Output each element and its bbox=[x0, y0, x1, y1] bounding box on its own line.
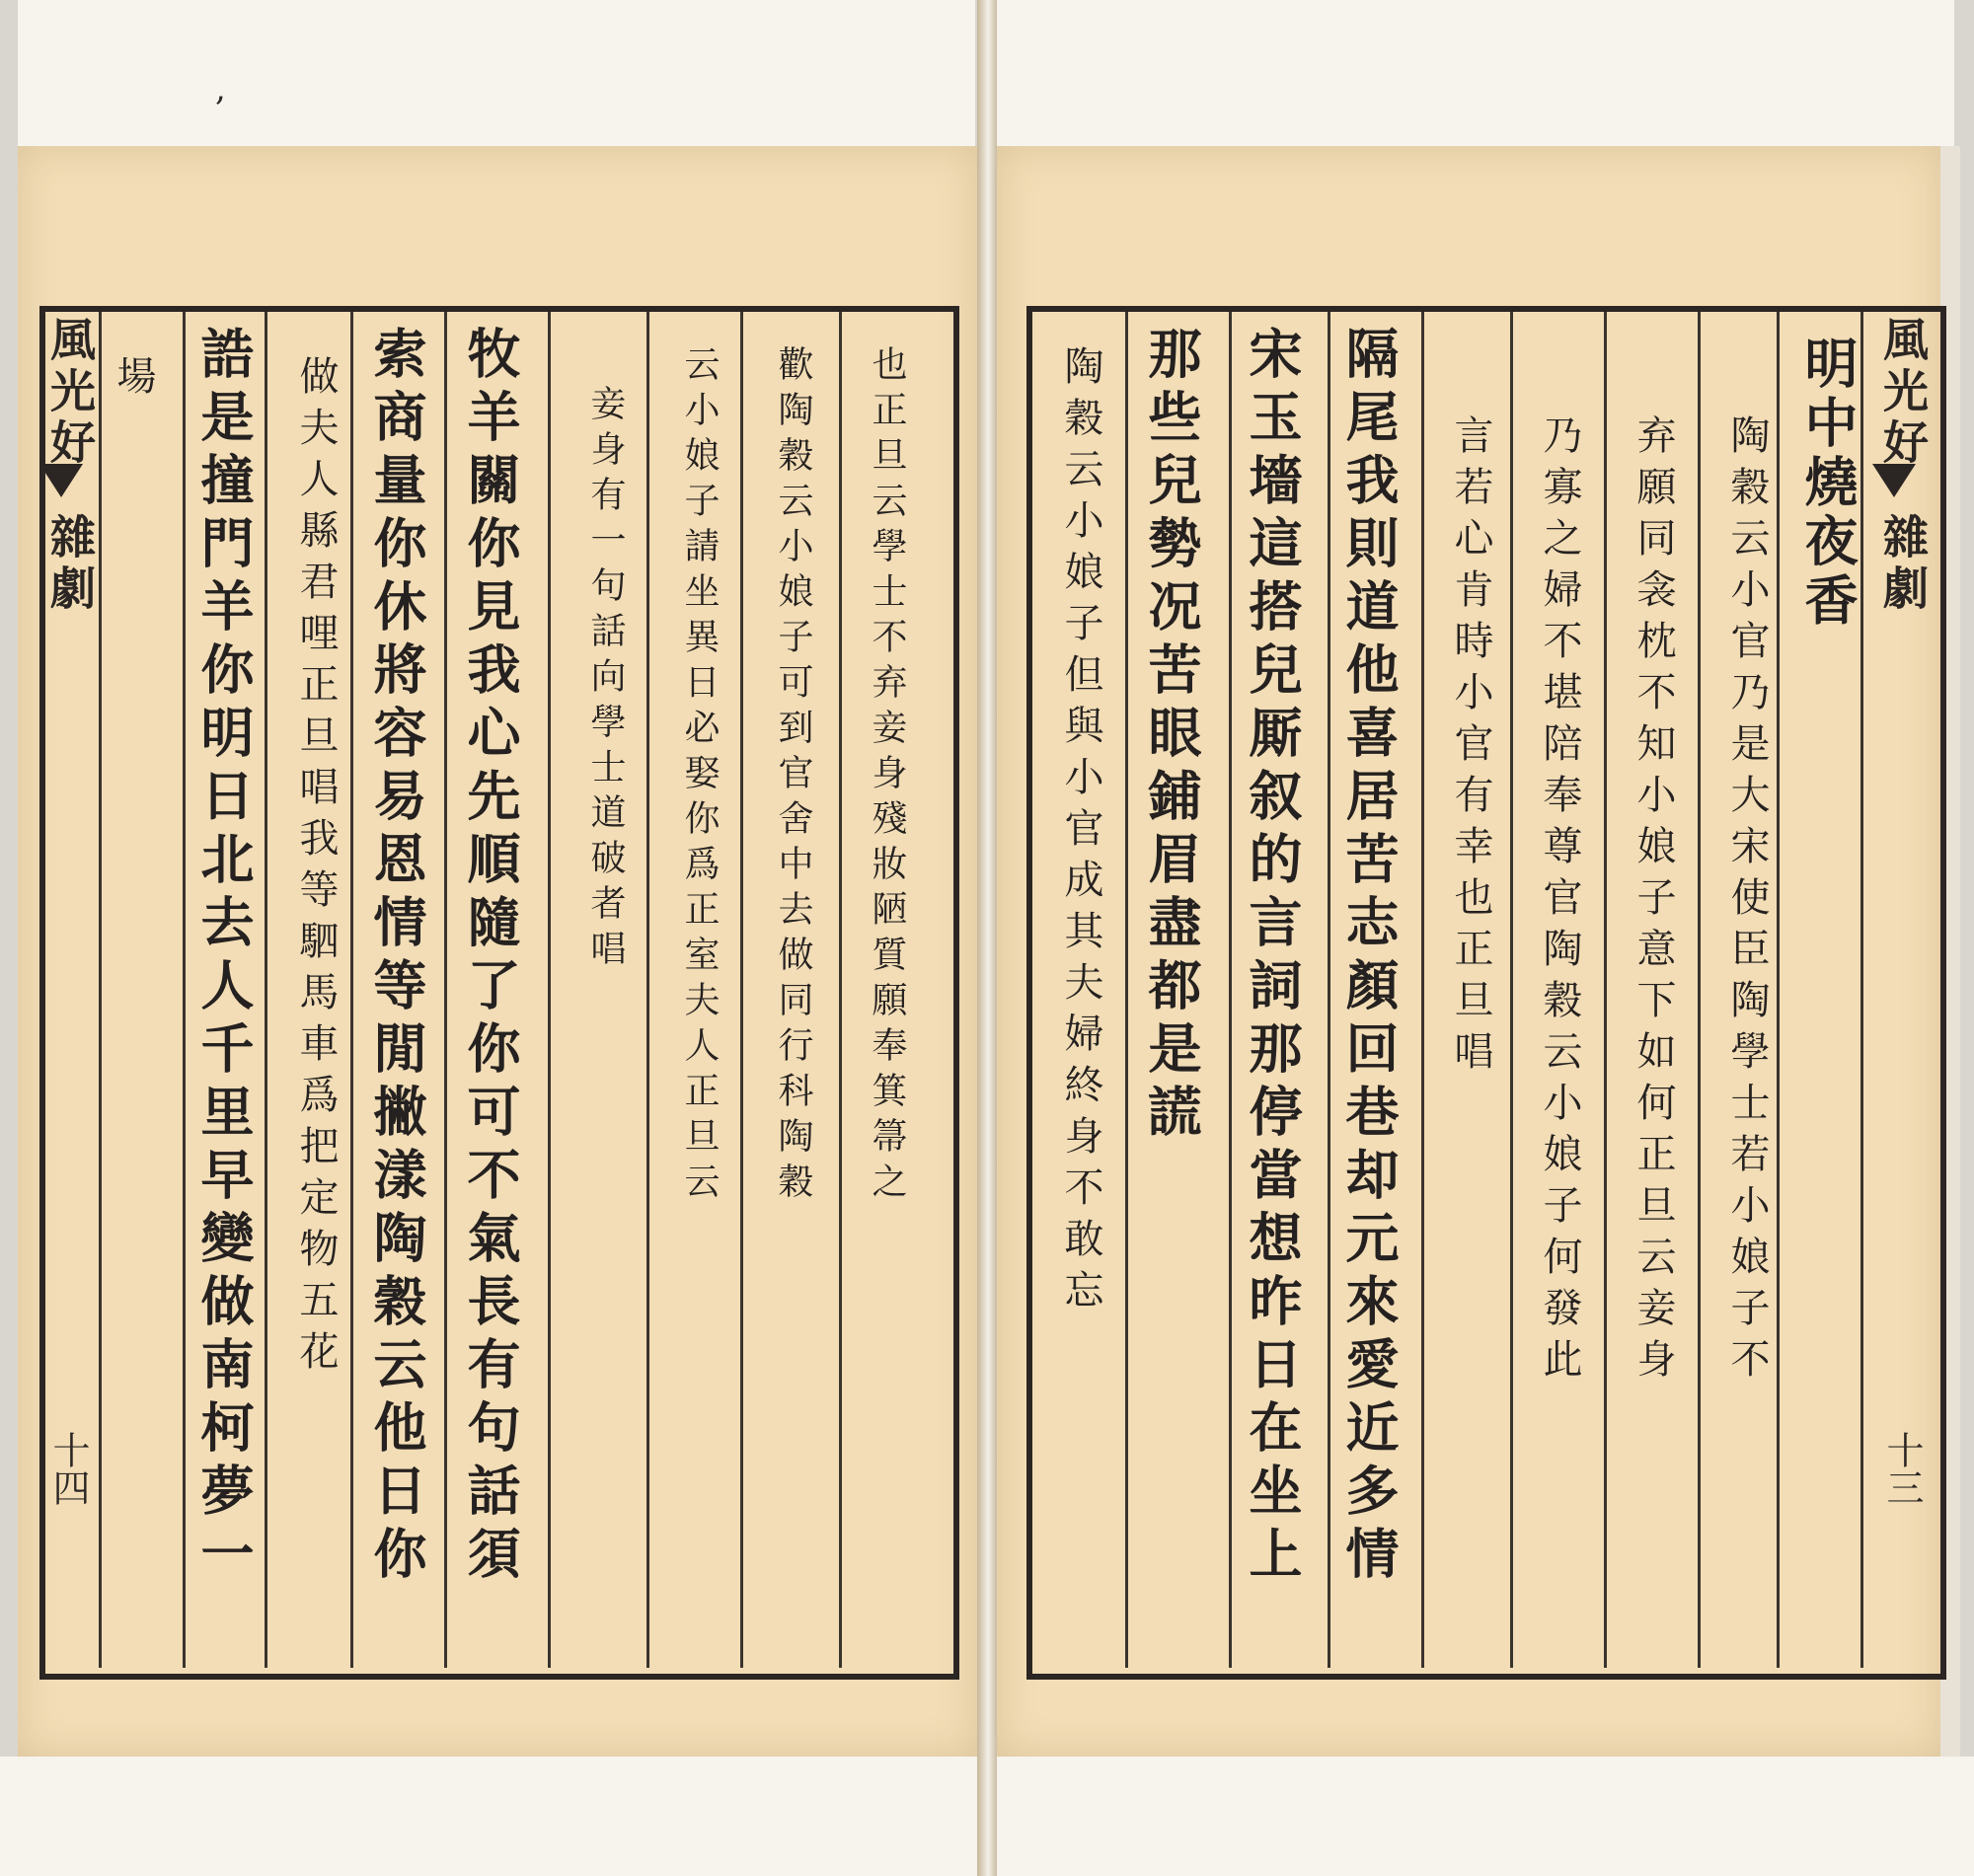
text-column-r7: 宋玉墻這搭兒厮叙的言詞那停當想昨日在坐上 bbox=[1241, 326, 1304, 1589]
col-rule bbox=[1328, 312, 1330, 1668]
right-fishtail bbox=[1872, 464, 1916, 497]
col-rule bbox=[646, 312, 649, 1668]
right-margin-category: 雜劇 bbox=[1876, 513, 1930, 616]
col-rule bbox=[1229, 312, 1232, 1668]
left-margin-title: 風光好 bbox=[43, 316, 97, 470]
col-rule bbox=[1604, 312, 1607, 1668]
left-folio: 十四 bbox=[46, 1431, 90, 1506]
text-column-r4: 乃寡之婦不堪陪奉尊官陶穀云小娘子何發此 bbox=[1537, 414, 1582, 1389]
text-column-r6: 隔尾我則道他喜居苦志顏回巷却元來愛近多情 bbox=[1337, 326, 1401, 1589]
text-column-2: 歡陶穀云小娘子可到官舍中去做同行科陶穀 bbox=[773, 345, 813, 1208]
text-column-r1: 明中燒夜香 bbox=[1796, 336, 1860, 632]
left-fishtail bbox=[39, 464, 83, 497]
col-rule bbox=[350, 312, 353, 1668]
text-column-r8: 那些兒勢况苦眼鋪眉盡都是謊 bbox=[1140, 326, 1203, 1147]
col-rule bbox=[548, 312, 551, 1668]
text-column-3: 云小娘子請坐異日必娶你爲正室夫人正旦云 bbox=[679, 345, 720, 1208]
text-column-5: 牧羊關你見我心先順隨了你可不氣長有句話須 bbox=[459, 326, 522, 1589]
text-column-r2: 陶穀云小官乃是大宋使臣陶學士若小娘子不 bbox=[1724, 414, 1770, 1389]
top-paper-strip-right bbox=[997, 0, 1954, 146]
top-paper-strip bbox=[18, 0, 975, 146]
col-rule bbox=[839, 312, 842, 1668]
ink-speck: , bbox=[215, 69, 226, 109]
text-column-r5: 言若心肯時小官有幸也正旦唱 bbox=[1448, 414, 1493, 1082]
col-rule bbox=[1125, 312, 1128, 1668]
col-rule bbox=[1777, 312, 1780, 1668]
text-column-1: 也正旦云學士不弃妾身殘妝陋質願奉箕箒之 bbox=[867, 345, 907, 1208]
text-column-9: 場 bbox=[111, 355, 156, 405]
text-column-7: 做夫人縣君哩正旦唱我等駟馬車爲把定物五花 bbox=[293, 355, 339, 1382]
text-column-r9: 陶穀云小娘子但與小官成其夫婦終身不敢忘 bbox=[1058, 345, 1103, 1320]
text-column-8: 誥是撞門羊你明日北去人千里早變做南柯夢一 bbox=[192, 326, 256, 1589]
col-rule bbox=[1510, 312, 1513, 1668]
col-rule bbox=[265, 312, 267, 1668]
left-margin-rule bbox=[99, 312, 102, 1668]
col-rule bbox=[183, 312, 186, 1668]
bottom-paper-strip-right bbox=[997, 1757, 1974, 1876]
col-rule bbox=[1421, 312, 1424, 1668]
text-column-4: 妾身有一句話向學士道破者唱 bbox=[585, 385, 626, 975]
right-margin-rule bbox=[1860, 312, 1863, 1668]
col-rule bbox=[1698, 312, 1701, 1668]
right-margin-title: 風光好 bbox=[1876, 316, 1930, 470]
book-gutter bbox=[977, 0, 997, 1876]
text-column-6: 索商量你休將容易恩情等閒撇漾陶穀云他日你 bbox=[365, 326, 428, 1589]
bottom-paper-strip bbox=[0, 1757, 977, 1876]
text-column-r3: 弃願同衾枕不知小娘子意下如何正旦云妾身 bbox=[1631, 414, 1676, 1389]
right-folio: 十三 bbox=[1880, 1431, 1924, 1506]
col-rule bbox=[444, 312, 447, 1668]
col-rule bbox=[740, 312, 743, 1668]
left-margin-category: 雜劇 bbox=[43, 513, 97, 616]
